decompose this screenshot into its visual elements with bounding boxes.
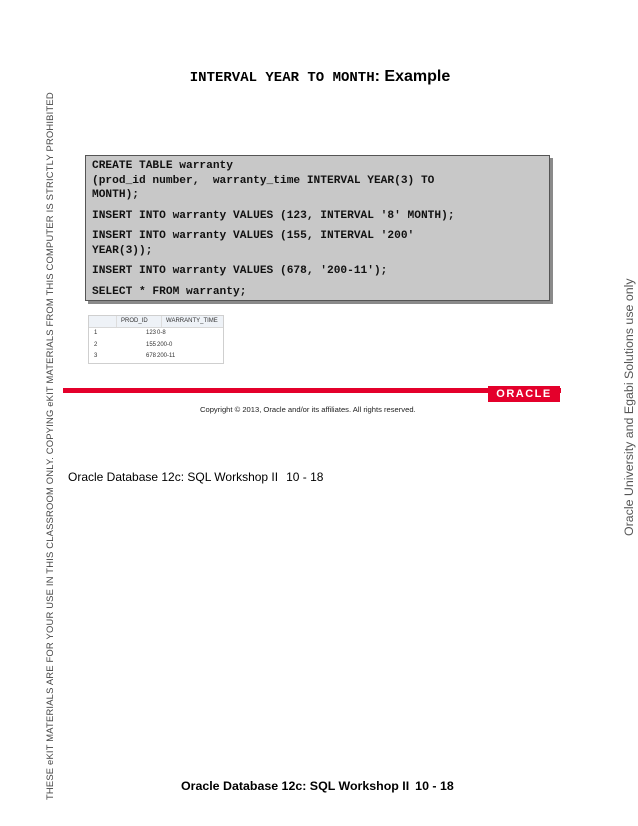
cell-prod-id: 155 [145,341,156,348]
code-line: SELECT * FROM warranty; [92,285,247,298]
insert-statement-1 [92,209,543,230]
code-line: (prod_id number, warranty_time INTERVAL YEAR(3) TO [92,174,435,187]
side-copyright-notice: THESE eKIT MATERIALS ARE FOR YOUR USE IN THIS CLASSROOM ONLY. COPYING eKIT MATERIALS FROM THIS COMPUTER IS STRICTLY PROHIBITED [44,92,55,800]
table-row [89,328,223,340]
slide-title [100,68,540,86]
cell-prod-id: 123 [145,330,156,336]
query-result-grid [88,315,224,364]
insert-statement-2 [92,229,543,264]
side-usage-notice: Oracle University and Egabi Solutions use only [622,278,636,536]
code-line: YEAR(3)); [92,244,153,257]
code-line: MONTH); [92,189,139,201]
slide-title-code: INTERVAL YEAR TO MONTH [189,70,375,86]
code-line: INSERT INTO warranty VALUES (123, INTERVAL '8' MONTH); [92,209,455,222]
oracle-logo: ORACLE [488,386,560,402]
column-header-warranty-time: WARRANTY_TIME [161,316,223,327]
cell-prod-id: 678 [145,353,156,359]
sql-code-box [85,155,550,301]
cell-warranty-time: 200-0 [157,341,173,348]
cell-warranty-time: 200-11 [157,353,176,359]
slide-title-text: : Example [374,68,451,85]
code-line: INSERT INTO warranty VALUES (155, INTERVAL '200' [92,230,415,242]
slide-caption [68,470,323,484]
page-footer [181,779,454,793]
row-number: 3 [94,353,98,359]
copyright-notice: Copyright © 2013, Oracle and/or its affiliates. All rights reserved. [200,405,416,414]
result-header-row [89,316,223,328]
caption-page-number: 10 - 18 [286,470,324,484]
table-row [89,351,223,363]
code-line: CREATE TABLE warranty [92,160,233,172]
footer-course: Oracle Database 12c: SQL Workshop II [181,779,410,793]
insert-statement-3 [92,264,543,285]
brand-divider-bar [63,388,561,393]
create-table-statement [92,159,543,209]
cell-warranty-time: 0-8 [157,330,166,336]
row-number: 2 [94,341,98,348]
footer-page-number: 10 - 18 [415,779,454,793]
table-row [89,340,223,352]
caption-course: Oracle Database 12c: SQL Workshop II [68,470,279,484]
column-header-prod-id: PROD_ID [116,316,161,327]
select-statement [92,285,543,306]
row-number-header [89,316,116,327]
code-line: INSERT INTO warranty VALUES (678, '200-11'); [92,265,388,277]
row-number: 1 [94,330,98,336]
